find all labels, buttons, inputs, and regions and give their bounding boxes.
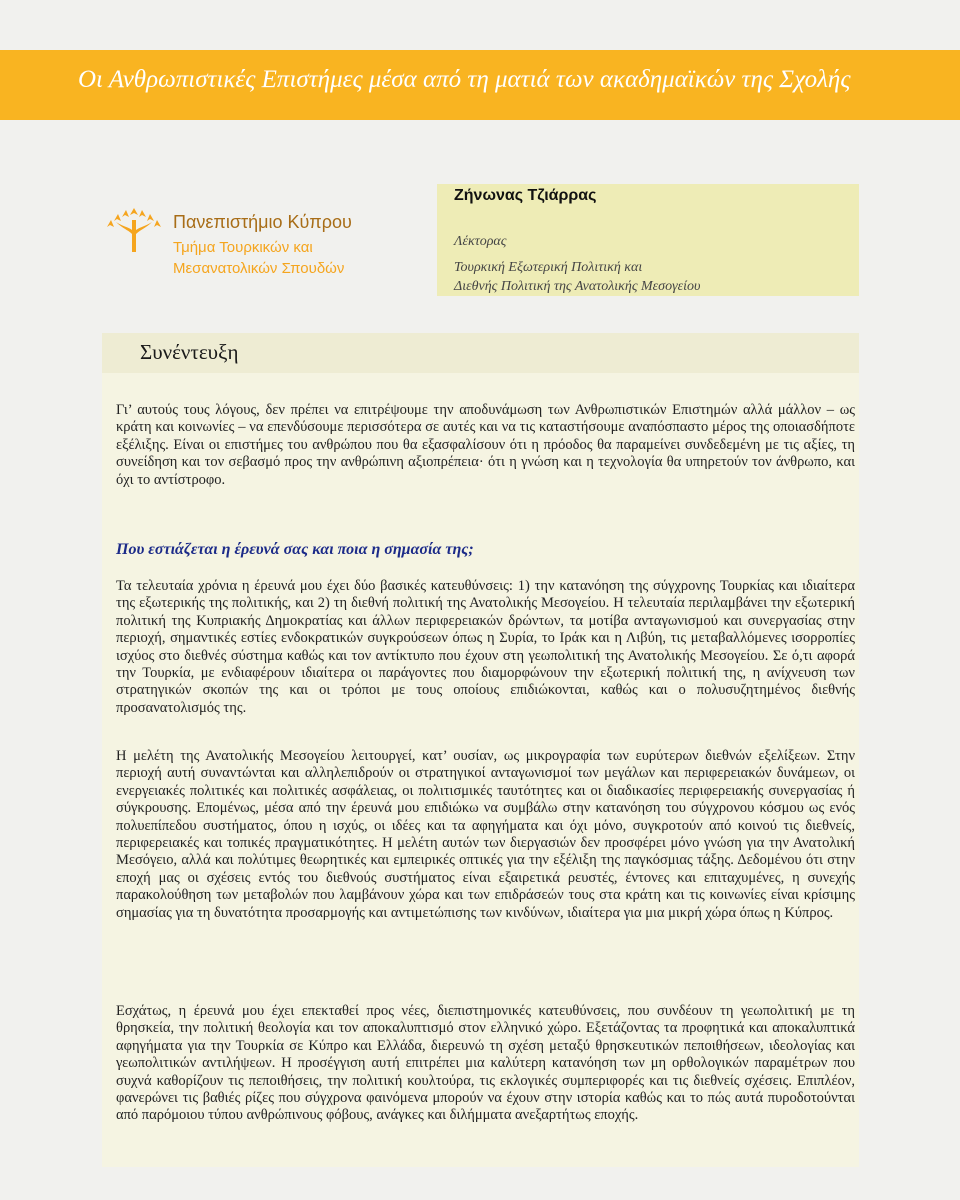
answer-paragraph-3: Εσχάτως, η έρευνά μου έχει επεκταθεί προς νέες, διεπιστημονικές κατευθύνσεις, που συνδέουν τη γεωπολιτική με τη θρησκεία, την πολιτική θεολογία και τον αποκαλυπτισμό στον ελληνικό χώρο. Εξετάζοντας τα προφητικά και αποκαλυπτικά αφηγήματα για την Τουρκία σε Κύπρο και Ελλάδα, διερευνώ τη σχέση μεταξύ θρησκευτικών πεποιθήσεων, ιδεολογίας και γεωπολιτικών αντιλήψεων. Η προσέγγιση αυτή επιτρέπει μια καλύτερη κατανόηση των μη ορθολογικών παραμέτρων που συχνά καθορίζουν τις πεποιθήσεις, την πολιτική κουλτούρα, τις εκλογικές συμπεριφορές και τις διεθνείς σχέσεις. Επιπλέον, φανερώνει τις βαθιές ρίζες που σύγχρονα φαινόμενα μπορούν να έχουν στην ιστορία καθώς και το πώς αυτά πυροδοτούνται από παρόμοιου τύπου ανθρώπινους φόβους, ανάγκες και διλήμματα ανεξαρτήτως εποχής.	[116, 1003, 855, 1124]
person-role: Λέκτορας	[454, 234, 507, 249]
banner-title: Οι Ανθρωπιστικές Επιστήμες μέσα από τη ματιά των ακαδημαϊκών της Σχολής	[78, 66, 851, 93]
intro-paragraph: Γι’ αυτούς τους λόγους, δεν πρέπει να επιτρέψουμε την αποδυνάμωση των Ανθρωπιστικών Επιστημών αλλά μάλλον – ως κράτη και κοινωνίες – να επενδύσουμε περισσότερα σε αυτές και να τις καταστήσουμε αναπόσπαστο μέρος της οποιασδήποτε εξέλιξης. Είναι οι επιστήμες του ανθρώπου που θα εξασφαλίσουν ότι η πρόοδος θα παραμείνει συνδεδεμένη με τις αξίες, τη συνείδηση και τον σεβασμό προς την ανθρώπινη αξιοπρέπεια· ότι η γνώση και η τεχνολογία θα υπηρετούν τον άνθρωπο, και όχι το αντίστροφο.	[116, 402, 855, 488]
department-line-2: Μεσανατολικών Σπουδών	[173, 260, 345, 277]
tree-emblem-icon	[106, 206, 162, 254]
research-field-line-2: Διεθνής Πολιτική της Ανατολικής Μεσογείου	[454, 279, 701, 294]
university-logo	[106, 206, 406, 286]
answer-paragraph-1: Τα τελευταία χρόνια η έρευνά μου έχει δύο βασικές κατευθύνσεις: 1) την κατανόηση της σύγχρονης Τουρκίας και ιδιαίτερα της εξωτερικής της πολιτικής, και 2) τη διεθνή πολιτική της Ανατολικής Μεσογείου. Η τελευταία περιλαμβάνει την εξωτερική πολιτική της Κυπριακής Δημοκρατίας και άλλων περιφερειακών δρώντων, τα μοτίβα ανταγωνισμού και συνεργασίας στην περιοχή, σημαντικές εστίες ενδοκρατικών συγκρούσεων όπως η Συρία, το Ιράκ και η Λιβύη, τις μεταβαλλόμενες ισορροπίες ισχύος στο διεθνές σύστημα καθώς και τον αντίκτυπο που έχουν στη γεωπολιτική της Ανατολικής Μεσογείου. Σε ό,τι αφορά την Τουρκία, με ενδιαφέρουν ιδιαίτερα οι παράγοντες που διαμορφώνουν την εξωτερική πολιτική της, η ανίχνευση των στρατηγικών σκοπών της και οι τρόποι με τους οποίους επιδιώκονται, καθώς και ο πολυσυζητημένος διεθνής προσανατολισμός της.	[116, 578, 855, 716]
department-line-1: Τμήμα Τουρκικών και	[173, 239, 313, 256]
university-name: Πανεπιστήμιο Κύπρου	[173, 212, 352, 232]
answer-paragraph-2: Η μελέτη της Ανατολικής Μεσογείου λειτουργεί, κατ’ ουσίαν, ως μικρογραφία των ευρύτερων διεθνών εξελίξεων. Στην περιοχή αυτή συναντώνται και αλληλεπιδρούν οι στρατηγικοί ανταγωνισμοί των μεγάλων και περιφερειακών δυνάμεων, οι ενεργειακές πολιτικές και πολιτικές ασφάλειας, οι πολιτισμικές ταυτότητες και οι διαδικασίες περιφερειακής συνεργασίας ή σύγκρουσης. Επομένως, μέσα από την έρευνά μου επιδιώκω να συμβάλω στην κατανόηση του σύγχρονου κόσμου ως ενός πολυεπίπεδου συστήματος, όπου η ισχύς, οι ιδέες και τα αφηγήματα και όχι μόνο, συγκροτούν από κοινού τις διεθνείς, περιφερειακές και τοπικές πραγματικότητες. Η μελέτη αυτών των διεργασιών δεν προσφέρει μόνο γνώση για την Ανατολική Μεσόγειο, αλλά και πολύτιμες θεωρητικές και εμπειρικές οπτικές για την εξέλιξη της παγκόσμιας τάξης. Δεδομένου ότι στην εποχή μας οι σχέσεις εντός του διεθνούς συστήματος είναι εξαιρετικά ρευστές, έντονες και επιταχυμένες, η συνεχής παρακολούθηση των μεταβολών που λαμβάνουν χώρα και των επιδράσεών τους στα κράτη και τις κοινωνίες είναι κρίσιμης σημασίας για τη δυνατότητα προσαρμογής και αντιμετώπισης των κινδύνων, ιδιαίτερα για μια μικρή χώρα όπως η Κύπρος.	[116, 748, 855, 921]
title-banner	[0, 50, 960, 120]
section-title: Συνέντευξη	[140, 340, 239, 364]
research-field-line-1: Τουρκική Εξωτερική Πολιτική και	[454, 260, 643, 275]
section-header	[102, 333, 859, 373]
interview-panel	[102, 333, 859, 1167]
person-name: Ζήνωνας Τζιάρρας	[454, 187, 597, 204]
profile-box	[437, 184, 859, 296]
interview-question: Που εστιάζεται η έρευνά σας και ποια η σημασία της;	[116, 541, 474, 558]
research-field	[454, 258, 700, 296]
department-name	[173, 237, 344, 279]
